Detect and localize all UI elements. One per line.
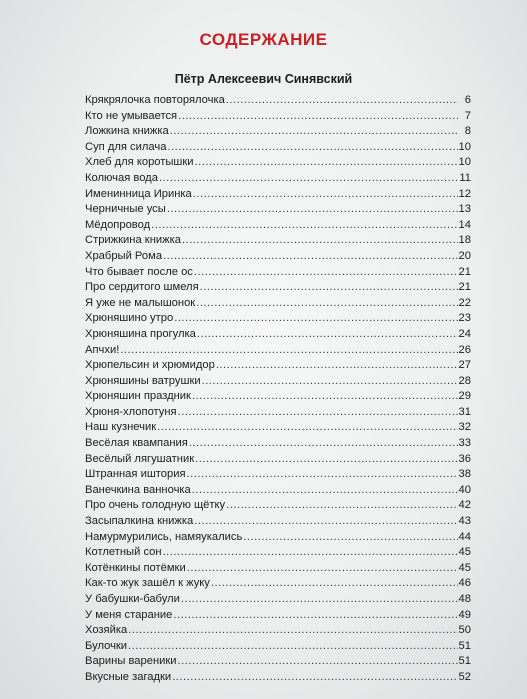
toc-entry-title: Хрюня-хлопотуня bbox=[85, 405, 177, 418]
toc-entry bbox=[85, 436, 471, 452]
toc-entry bbox=[85, 327, 471, 343]
page-title: СОДЕРЖАНИЕ bbox=[199, 30, 328, 49]
toc-entry bbox=[85, 545, 471, 561]
toc-entry-title: Весёлый лягушатник bbox=[85, 452, 195, 465]
dot-leader bbox=[181, 592, 458, 608]
toc-entry bbox=[85, 171, 471, 187]
table-of-contents bbox=[85, 93, 471, 686]
toc-entry bbox=[85, 124, 471, 140]
toc-entry-page: 44 bbox=[458, 530, 471, 543]
toc-entry-title: Весёлая квампания bbox=[85, 437, 188, 450]
toc-entry bbox=[85, 623, 471, 639]
toc-entry-title: Крякрялочка повторялочка bbox=[85, 94, 225, 106]
toc-entry bbox=[85, 249, 471, 265]
dot-leader bbox=[167, 202, 458, 218]
toc-entry bbox=[85, 670, 471, 686]
toc-entry-title: Хрюняшин праздник bbox=[85, 390, 191, 403]
toc-entry-page: 10 bbox=[458, 140, 471, 153]
toc-entry bbox=[85, 374, 471, 390]
dot-leader bbox=[187, 561, 458, 577]
toc-entry-page: 28 bbox=[458, 374, 471, 387]
toc-entry bbox=[85, 389, 471, 405]
toc-entry bbox=[85, 140, 471, 156]
toc-entry bbox=[85, 467, 471, 483]
toc-entry bbox=[85, 498, 471, 514]
toc-entry-title: Про очень голодную щётку bbox=[85, 499, 226, 512]
toc-entry bbox=[85, 202, 471, 218]
toc-entry-title: Котёнкины потёмки bbox=[85, 561, 186, 574]
toc-entry bbox=[85, 561, 471, 577]
toc-entry-title: Наш кузнечик bbox=[85, 421, 157, 434]
toc-entry-title: Именинница Иринка bbox=[85, 187, 192, 200]
toc-entry-title: У бабушки-бабули bbox=[85, 593, 180, 605]
toc-entry-page: 27 bbox=[458, 359, 471, 372]
toc-entry-title: Штранная иштория bbox=[85, 468, 186, 481]
toc-entry-page: 20 bbox=[458, 249, 471, 262]
dot-leader bbox=[163, 545, 458, 561]
toc-entry bbox=[85, 280, 471, 296]
toc-entry-title: Засыпалкина книжка bbox=[85, 515, 194, 528]
toc-entry bbox=[85, 218, 471, 234]
toc-entry-page: 40 bbox=[458, 483, 471, 496]
toc-entry-title: Про сердитого шмеля bbox=[85, 281, 199, 294]
dot-leader bbox=[157, 420, 457, 436]
toc-entry-page: 51 bbox=[458, 639, 471, 652]
toc-entry-page: 12 bbox=[458, 187, 471, 200]
dot-leader bbox=[159, 171, 458, 187]
toc-entry-title: Хрюняшино утро bbox=[85, 312, 174, 325]
toc-entry-page: 46 bbox=[458, 577, 471, 590]
dot-leader bbox=[243, 530, 457, 546]
toc-entry-title: Храбрый Рома bbox=[85, 249, 163, 262]
toc-entry-title: Черничные усы bbox=[85, 203, 166, 216]
toc-entry bbox=[85, 483, 471, 499]
toc-entry-page: 32 bbox=[458, 421, 471, 434]
toc-entry-title: Как-то жук зашёл к жуку bbox=[85, 577, 210, 590]
toc-entry-page: 45 bbox=[458, 561, 471, 574]
toc-entry-title: Ванечкина ванночка bbox=[85, 483, 191, 496]
toc-entry bbox=[85, 608, 471, 624]
dot-leader bbox=[182, 233, 458, 249]
dot-leader bbox=[128, 639, 458, 655]
toc-entry-page: 51 bbox=[458, 655, 471, 668]
toc-entry bbox=[85, 109, 471, 125]
toc-entry-page: 48 bbox=[458, 593, 471, 605]
toc-entry-title: Хрюпельсин и хрюмидор bbox=[85, 359, 215, 372]
toc-entry bbox=[85, 592, 471, 608]
dot-leader bbox=[178, 405, 458, 421]
dot-leader bbox=[192, 483, 458, 499]
toc-entry bbox=[85, 233, 471, 249]
toc-entry bbox=[85, 296, 471, 312]
toc-entry bbox=[85, 187, 471, 203]
dot-leader bbox=[226, 498, 457, 514]
toc-entry-page: 23 bbox=[458, 312, 471, 325]
dot-leader bbox=[189, 436, 458, 452]
toc-entry-page: 7 bbox=[464, 109, 471, 122]
toc-entry-title: Булочки bbox=[85, 639, 128, 652]
dot-leader bbox=[194, 514, 457, 530]
toc-entry-page: 31 bbox=[458, 405, 471, 418]
dot-leader bbox=[216, 358, 458, 374]
dot-leader bbox=[197, 327, 458, 343]
toc-entry-title: Апчхи! bbox=[85, 343, 120, 356]
toc-entry-page: 24 bbox=[458, 327, 471, 340]
dot-leader bbox=[178, 109, 458, 125]
dot-leader bbox=[128, 623, 457, 639]
toc-entry-page: 14 bbox=[458, 218, 471, 231]
toc-entry-page: 36 bbox=[458, 452, 471, 465]
toc-entry bbox=[85, 265, 471, 281]
dot-leader bbox=[178, 654, 458, 670]
toc-entry-page: 52 bbox=[458, 670, 471, 683]
toc-entry-page: 33 bbox=[458, 437, 471, 450]
dot-leader bbox=[151, 218, 457, 234]
dot-leader bbox=[192, 389, 458, 405]
toc-entry-page: 50 bbox=[458, 624, 471, 637]
toc-entry bbox=[85, 311, 471, 327]
dot-leader bbox=[163, 249, 458, 265]
toc-entry-title: Что бывает после ос bbox=[85, 265, 193, 278]
toc-entry-page: 11 bbox=[459, 171, 471, 184]
toc-entry-title: Хлеб для коротышки bbox=[85, 156, 194, 169]
toc-entry-title: Хрюняшина прогулка bbox=[85, 327, 196, 340]
toc-entry bbox=[85, 343, 471, 359]
toc-entry bbox=[85, 452, 471, 468]
toc-entry bbox=[85, 93, 471, 109]
toc-entry-title: Мёдопровод bbox=[85, 218, 151, 231]
toc-entry-title: Варины вареники bbox=[85, 655, 177, 668]
dot-leader bbox=[202, 374, 458, 390]
toc-entry-title: Котлетный сон bbox=[85, 546, 162, 559]
toc-entry-title: У меня старание bbox=[85, 608, 173, 621]
toc-entry-page: 22 bbox=[458, 296, 471, 309]
toc-entry-page: 29 bbox=[458, 390, 471, 403]
toc-entry-page: 38 bbox=[458, 468, 471, 481]
toc-entry-title: Суп для силача bbox=[85, 140, 167, 153]
toc-entry-title: Хрюняшины ватрушки bbox=[85, 374, 201, 387]
toc-entry-page: 21 bbox=[458, 281, 471, 294]
toc-entry bbox=[85, 405, 471, 421]
dot-leader bbox=[170, 124, 458, 140]
toc-entry-page: 6 bbox=[464, 94, 471, 106]
toc-entry-page: 45 bbox=[458, 546, 471, 559]
dot-leader bbox=[211, 576, 458, 592]
toc-entry-title: Я уже не малышонок bbox=[85, 296, 196, 309]
dot-leader bbox=[172, 670, 457, 686]
dot-leader bbox=[226, 93, 458, 109]
toc-entry-title: Ложкина книжка bbox=[85, 125, 169, 138]
toc-entry-page: 10 bbox=[458, 156, 471, 169]
toc-entry-page: 49 bbox=[458, 608, 471, 621]
dot-leader bbox=[187, 467, 458, 483]
dot-leader bbox=[196, 296, 457, 312]
dot-leader bbox=[167, 140, 457, 156]
author-name: Пётр Алексеевич Синявский bbox=[174, 72, 353, 86]
toc-entry-page: 26 bbox=[458, 343, 471, 356]
toc-entry-title: Хозяйка bbox=[85, 624, 128, 637]
toc-entry-title: Стрижкина книжка bbox=[85, 234, 181, 247]
dot-leader bbox=[193, 187, 458, 203]
toc-entry-title: Вкусные загадки bbox=[85, 670, 172, 683]
toc-entry bbox=[85, 420, 471, 436]
toc-entry-page: 13 bbox=[458, 203, 471, 216]
toc-entry bbox=[85, 576, 471, 592]
toc-entry bbox=[85, 654, 471, 670]
dot-leader bbox=[200, 280, 458, 296]
dot-leader bbox=[174, 311, 457, 327]
toc-entry-page: 43 bbox=[458, 515, 471, 528]
dot-leader bbox=[120, 343, 457, 359]
toc-entry-page: 42 bbox=[458, 499, 471, 512]
toc-entry bbox=[85, 639, 471, 655]
toc-entry-title: Намурмурились, намяукались bbox=[85, 530, 243, 543]
toc-entry-title: Кто не умывается bbox=[85, 109, 178, 122]
dot-leader bbox=[194, 265, 458, 281]
toc-entry-page: 8 bbox=[464, 125, 471, 138]
dot-leader bbox=[195, 452, 457, 468]
toc-entry bbox=[85, 514, 471, 530]
toc-entry bbox=[85, 358, 471, 374]
toc-entry bbox=[85, 530, 471, 546]
dot-leader bbox=[195, 155, 458, 171]
toc-entry-page: 18 bbox=[458, 234, 471, 247]
toc-entry-page: 21 bbox=[458, 265, 471, 278]
toc-entry-title: Колючая вода bbox=[85, 171, 158, 184]
dot-leader bbox=[173, 608, 457, 624]
toc-entry bbox=[85, 155, 471, 171]
